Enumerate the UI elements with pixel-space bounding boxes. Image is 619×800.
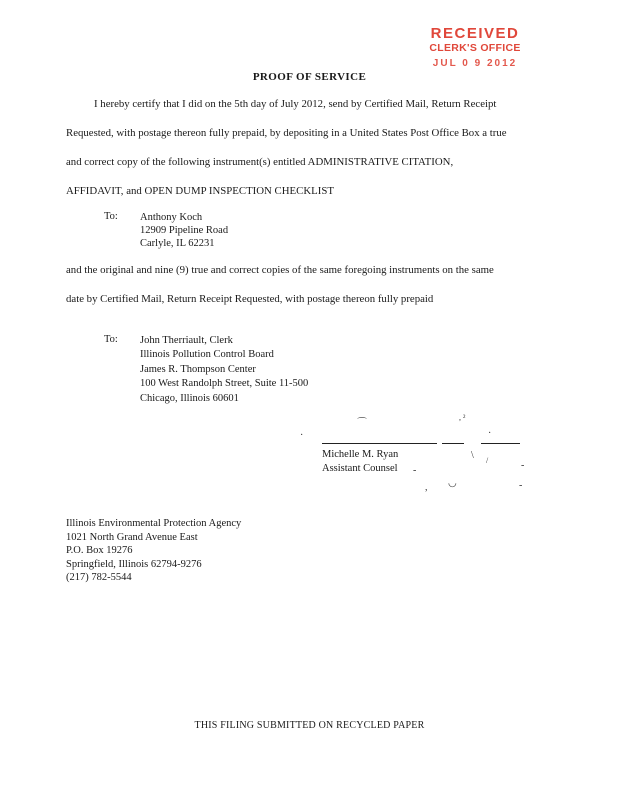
recipient-to-label: To: bbox=[104, 211, 118, 222]
certification-line: AFFIDAVIT, and OPEN DUMP INSPECTION CHECKLIST bbox=[66, 185, 334, 197]
address-line: John Therriault, Clerk bbox=[140, 335, 233, 346]
certification-line: and correct copy of the following instrument(s) entitled ADMINISTRATIVE CITATION, bbox=[66, 156, 454, 168]
address-line: Anthony Koch bbox=[140, 212, 203, 223]
page-title: PROOF OF SERVICE bbox=[252, 71, 367, 83]
received-stamp bbox=[400, 26, 550, 71]
signature-line bbox=[481, 443, 520, 444]
original-copies-paragraph bbox=[66, 256, 544, 314]
agency-address bbox=[66, 517, 241, 585]
stamp-received: RECEIVED bbox=[430, 25, 520, 42]
address-line: 100 West Randolph Street, Suite 11-500 bbox=[140, 378, 309, 390]
agency-line: (217) 782-5544 bbox=[66, 572, 132, 584]
address-line: Illinois Pollution Control Board bbox=[140, 349, 274, 361]
certification-paragraph bbox=[66, 90, 544, 206]
address-line: Chicago, Illinois 60601 bbox=[140, 392, 239, 404]
signature-line bbox=[322, 443, 437, 444]
certification-line: I hereby certify that I did on the 5th day of July 2012, send by Certified Mail, Return Receipt bbox=[94, 98, 497, 110]
address-line: 12909 Pipeline Road bbox=[140, 225, 229, 236]
clerk-address bbox=[140, 334, 308, 406]
signer-title: Assistant Counsel bbox=[322, 463, 398, 474]
signature-line bbox=[442, 443, 464, 444]
stamp-date: JUL 0 9 2012 bbox=[432, 58, 518, 69]
certification-line: Requested, with postage thereon fully prepaid, by depositing in a United States Post Office Box a true bbox=[66, 127, 507, 139]
agency-line: Illinois Environmental Protection Agency bbox=[66, 518, 242, 529]
agency-line: 1021 North Grand Avenue East bbox=[66, 531, 198, 543]
signer-name: Michelle M. Ryan bbox=[322, 449, 399, 460]
agency-line: P.O. Box 19276 bbox=[66, 545, 133, 557]
recycled-paper-footer: THIS FILING SUBMITTED ON RECYCLED PAPER bbox=[194, 720, 425, 731]
agency-line: Springfield, Illinois 62794-9276 bbox=[66, 558, 202, 570]
address-line: James R. Thompson Center bbox=[140, 363, 256, 375]
original-copies-line: date by Certified Mail, Return Receipt Requested, with postage thereon fully prepaid bbox=[66, 293, 434, 305]
original-copies-line: and the original and nine (9) true and correct copies of the same foregoing instruments on the same bbox=[66, 264, 494, 276]
clerk-to-label: To: bbox=[104, 334, 118, 345]
stamp-clerks-office: CLERK'S OFFICE bbox=[429, 42, 521, 54]
signer-block bbox=[322, 448, 398, 476]
address-line: Carlyle, IL 62231 bbox=[140, 238, 215, 249]
recipient-address bbox=[140, 211, 228, 250]
